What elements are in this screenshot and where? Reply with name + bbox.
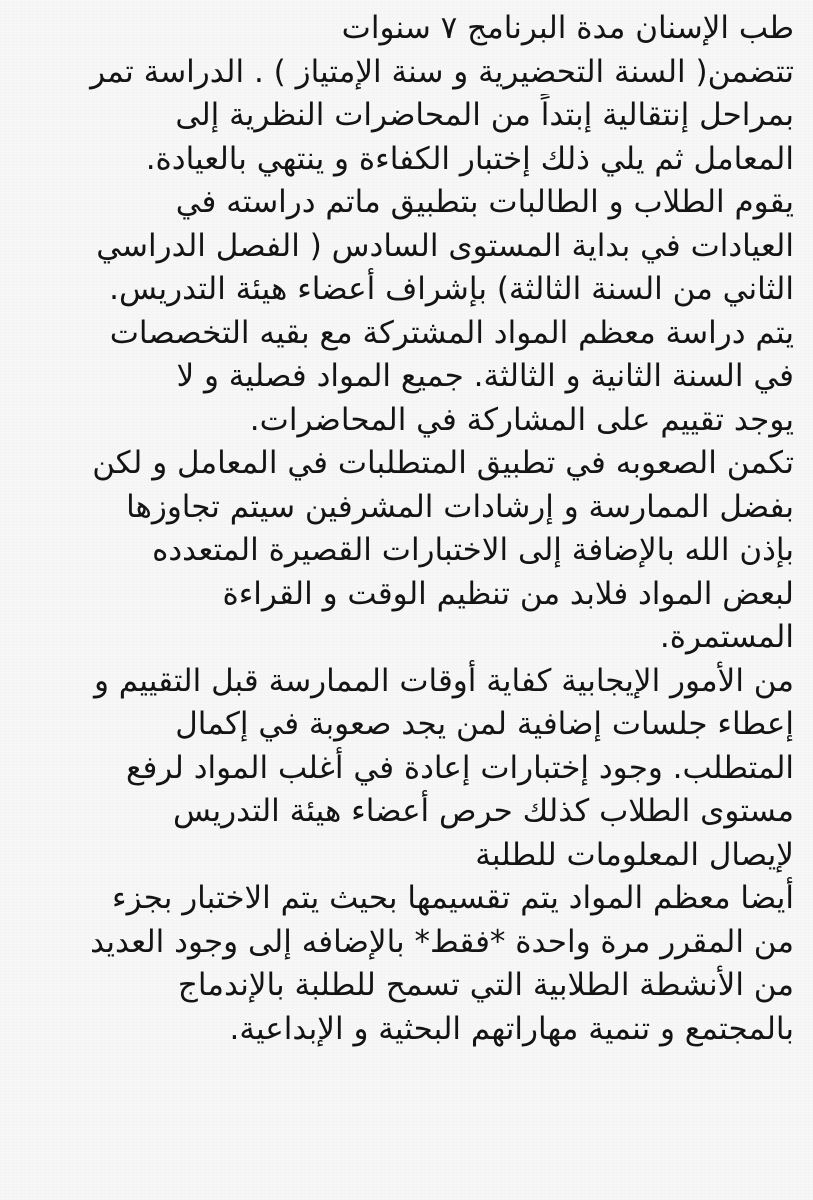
text-line: بإذن الله بالإضافة إلى الاختبارات القصيرة المتعدده bbox=[152, 532, 794, 568]
text-line: مستوى الطلاب كذلك حرص أعضاء هيئة التدريس bbox=[172, 793, 794, 829]
text-line: المستمرة. bbox=[659, 619, 794, 655]
text-line: تكمن الصعوبه في تطبيق المتطلبات في المعامل و لكن bbox=[92, 445, 794, 481]
text-line: لبعض المواد فلابد من تنظيم الوقت و القراءة bbox=[222, 575, 794, 612]
text-line: المعامل ثم يلي ذلك إختبار الكفاءة و ينتهي بالعيادة. bbox=[145, 140, 794, 177]
text-line: العيادات في بداية المستوى السادس ( الفصل الدراسي bbox=[96, 227, 794, 264]
text-line: في السنة الثانية و الثالثة. جميع المواد فصلية و لا bbox=[176, 358, 794, 394]
text-line: من الأنشطة الطلابية التي تسمح للطلبة بالإندماج bbox=[177, 967, 794, 1003]
text-line: يقوم الطلاب و الطالبات بتطبيق ماتم دراسته في bbox=[175, 184, 794, 220]
text-line: إعطاء جلسات إضافية لمن يجد صعوبة في إكمال bbox=[175, 706, 794, 742]
text-line: بفضل الممارسة و إرشادات المشرفين سيتم تجاوزها bbox=[126, 488, 794, 525]
text-line: يتم دراسة معظم المواد المشتركة مع بقيه التخصصات bbox=[109, 314, 794, 351]
text-line: بمراحل إنتقالية إبتداً من المحاضرات النظرية إلى bbox=[175, 97, 794, 133]
text-line: لإيصال المعلومات للطلبة bbox=[475, 836, 794, 873]
text-line: الثاني من السنة الثالثة) بإشراف أعضاء هيئة التدريس. bbox=[109, 271, 794, 307]
text-line: بالمجتمع و تنمية مهاراتهم البحثية و الإبداعية. bbox=[229, 1010, 794, 1047]
text-line: تتضمن( السنة التحضيرية و سنة الإمتياز ) . الدراسة تمر bbox=[90, 53, 794, 90]
text-line: من الأمور الإيجابية كفاية أوقات الممارسة قبل التقييم و bbox=[93, 662, 794, 699]
document-body bbox=[18, 7, 794, 1051]
text-line: يوجد تقييم على المشاركة في المحاضرات. bbox=[249, 401, 794, 438]
text-line: طب الإسنان مدة البرنامج ٧ سنوات bbox=[341, 10, 794, 46]
text-line: من المقرر مرة واحدة *فقط* بالإضافه إلى وجود العديد bbox=[90, 923, 794, 960]
text-line: أيضا معظم المواد يتم تقسيمها بحيث يتم الاختبار بجزء bbox=[112, 880, 794, 916]
text-line: المتطلب. وجود إختبارات إعادة في أغلب المواد لرفع bbox=[125, 749, 794, 786]
